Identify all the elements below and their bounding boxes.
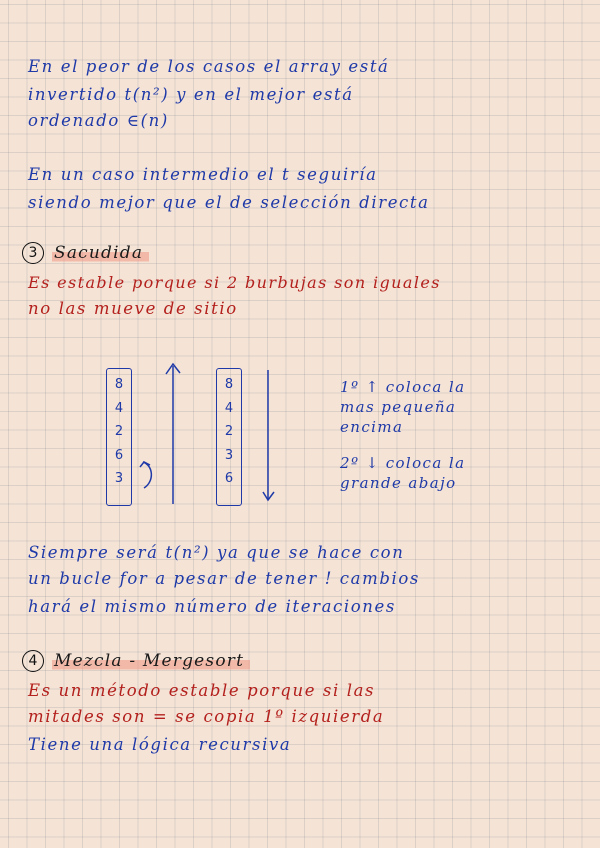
note-2 <box>340 454 465 492</box>
array-value: 3 <box>224 447 234 463</box>
text-line: hará el mismo número de iteraciones <box>28 597 396 616</box>
text-line: mitades son = se copia 1º izquierda <box>28 707 385 726</box>
array-value: 6 <box>224 471 234 486</box>
text-line: Es un método estable porque si las <box>28 681 376 700</box>
section-title: Sacudida <box>52 243 149 263</box>
array-value: 4 <box>114 400 124 416</box>
swap-arrow-icon <box>143 462 151 488</box>
array-value: 2 <box>114 424 124 439</box>
array-value: 8 <box>224 377 234 392</box>
array-value: 4 <box>224 400 234 416</box>
text-line: invertido t(n²) y en el mejor está <box>28 85 354 104</box>
array-value: 8 <box>114 377 124 392</box>
down-arrow-head-icon <box>263 492 274 500</box>
up-arrow-head-icon <box>166 364 180 374</box>
text-line: Es estable porque si 2 burbujas son iguales <box>28 273 441 292</box>
note-line: mas pequeña <box>340 398 457 416</box>
text-line: un bucle for a pesar de tener ! cambios <box>28 569 420 588</box>
text-line: Siempre será t(n²) ya que se hace con <box>28 543 405 562</box>
text-line: En el peor de los casos el array está <box>28 57 390 76</box>
array-box-left <box>106 368 132 506</box>
section-4-heading <box>22 650 250 672</box>
text-line: En un caso intermedio el t seguiría <box>28 165 378 184</box>
section-3-heading <box>22 242 149 264</box>
note-1 <box>340 378 465 436</box>
note-line: 2º ↓ coloca la <box>340 454 466 472</box>
array-value: 2 <box>224 424 234 439</box>
array-value: 3 <box>114 471 124 486</box>
text-line: ordenado ∈(n) <box>28 111 169 130</box>
note-line: 1º ↑ coloca la <box>340 378 466 396</box>
note-line: grande abajo <box>340 474 457 492</box>
text-line: Tiene una lógica recursiva <box>28 735 292 754</box>
text-line: siendo mejor que el de selección directa <box>28 193 430 212</box>
array-box-right <box>216 368 242 506</box>
text-line: no las mueve de sitio <box>28 299 238 318</box>
swap-arrow-head-icon <box>140 462 150 467</box>
section-number-circle: 4 <box>22 650 44 672</box>
section-number-circle: 3 <box>22 242 44 264</box>
note-line: encima <box>340 418 404 436</box>
array-value: 6 <box>114 447 124 463</box>
section-title: Mezcla - Mergesort <box>52 651 250 671</box>
